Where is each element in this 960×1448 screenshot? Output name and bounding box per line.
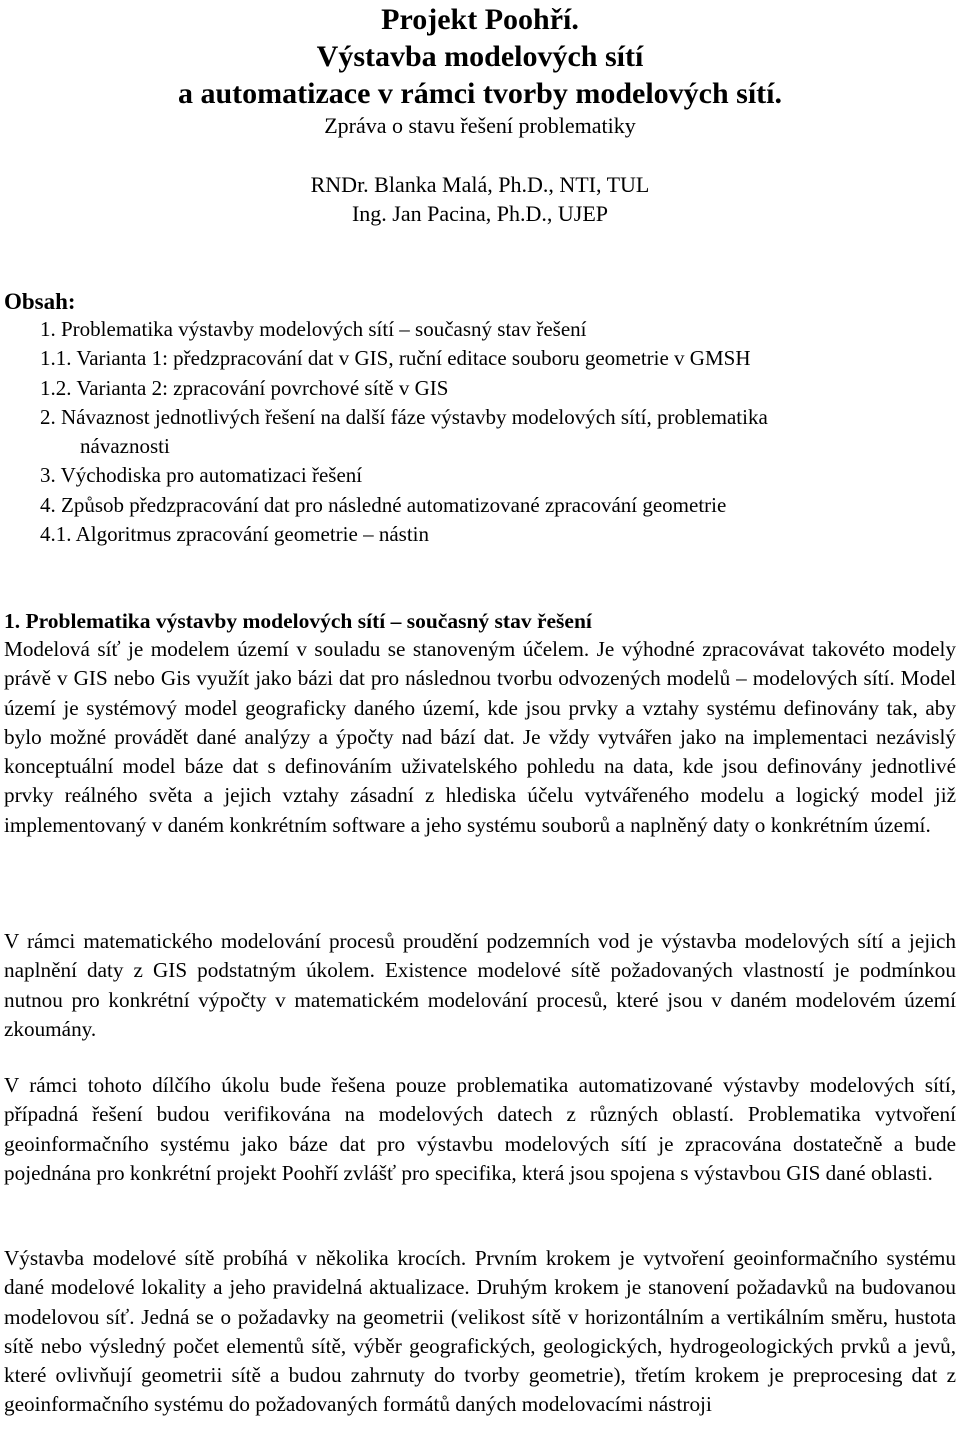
section-heading: 1. Problematika výstavby modelových sítí – současný stav řešení bbox=[4, 609, 592, 633]
title-line-3: a automatizace v rámci tvorby modelových sítí. bbox=[177, 77, 783, 110]
report-subtitle: Zpráva o stavu řešení problematiky bbox=[324, 113, 636, 138]
paragraph-2: V rámci matematického modelování procesů proudění podzemních vod je výstavba modelových sítí a jejich naplnění daty z GIS podstatným úkolem. Existence modelové sítě požadovaných vlastností je podmínkou nutnou pro konkrétní výpočty v matematickém modelování procesů, které jsou v daném modelovém území zkoumány. bbox=[4, 929, 956, 1041]
toc-heading: Obsah: bbox=[4, 289, 76, 314]
title-line-1: Projekt Poohří. bbox=[381, 3, 579, 36]
author-2: Ing. Jan Pacina, Ph.D., UJEP bbox=[351, 201, 609, 226]
toc-item-continuation: návaznosti bbox=[80, 434, 170, 459]
paragraph-1: Modelová síť je modelem území v souladu se stanoveným účelem. Je výhodné zpracovávat takovéto modely právě v GIS nebo Gis využít jako bázi dat pro následnou tvorbu odvozených modelů – modelových sítí. Model území je systémový model geograficky daného území, kde jsou prvky a vztahy systému definovány tak, aby bylo možné provádět dané analýzy a ýpočty nad bází dat. Je vždy vytvářen jako na implementaci nezávislý konceptuální model báze dat s definováním uživatelského pohledu na data, kde jsou definovány jednotlivé prvky reálného světa a jejich vztahy zásadní z hlediska účelu vytvářeného modelu a logický model již implementovaný v daném konkrétním software a jeho systému souborů a naplněný daty o konkrétním území. bbox=[4, 637, 956, 837]
toc-item: 1.1. Varianta 1: předzpracování dat v GIS, ruční editace souboru geometrie v GMSH bbox=[40, 346, 751, 371]
author-1: RNDr. Blanka Malá, Ph.D., NTI, TUL bbox=[310, 172, 650, 197]
toc-item: 2. Návaznost jednotlivých řešení na další fáze výstavby modelových sítí, problematika bbox=[40, 404, 768, 429]
paragraph-4: Výstavba modelové sítě probíhá v několika krocích. Prvním krokem je vytvoření geoinformačního systému dané modelové lokality a jeho pravidelná aktualizace. Druhým krokem je stanovení požadavků na budovanou modelovou síť. Jedná se o požadavky na geometrii (velikost sítě v horizontálním a vertikálním směru, hustota sítě nebo výsledný počet elementů sítě, výběr geografických, geologických, hydrogeologických prvků a jevů, které ovlivňují geometrii sítě a budou zahrnuty do tvorby geometrie), třetím krokem je preprocesing dat z geoinformačního systému do požadovaných formátů daných modelovacími nástroji bbox=[4, 1246, 956, 1417]
paragraph-3: V rámci tohoto dílčího úkolu bude řešena pouze problematika automatizované výstavby modelových sítí, případná řešení budou verifikována na modelových datech z různých oblastí. Problematika vytvoření geoinformačního systému jako báze dat pro výstavbu modelových sítí je zpracována dostatečně a bude pojednána pro konkrétní projekt Poohří zvlášť pro specifika, která jsou spojena s výstavbou GIS dané oblasti. bbox=[4, 1073, 956, 1185]
toc-item: 4.1. Algoritmus zpracování geometrie – nástin bbox=[40, 522, 429, 547]
toc-item: 4. Způsob předzpracování dat pro následné automatizované zpracování geometrie bbox=[40, 492, 727, 517]
table-of-contents bbox=[40, 315, 940, 549]
toc-item: 1. Problematika výstavby modelových sítí – současný stav řešení bbox=[40, 317, 587, 341]
title-line-2: Výstavba modelových sítí bbox=[316, 40, 644, 73]
toc-item: 3. Východiska pro automatizaci řešení bbox=[40, 463, 363, 488]
toc-item: 1.2. Varianta 2: zpracování povrchové sítě v GIS bbox=[40, 375, 449, 400]
